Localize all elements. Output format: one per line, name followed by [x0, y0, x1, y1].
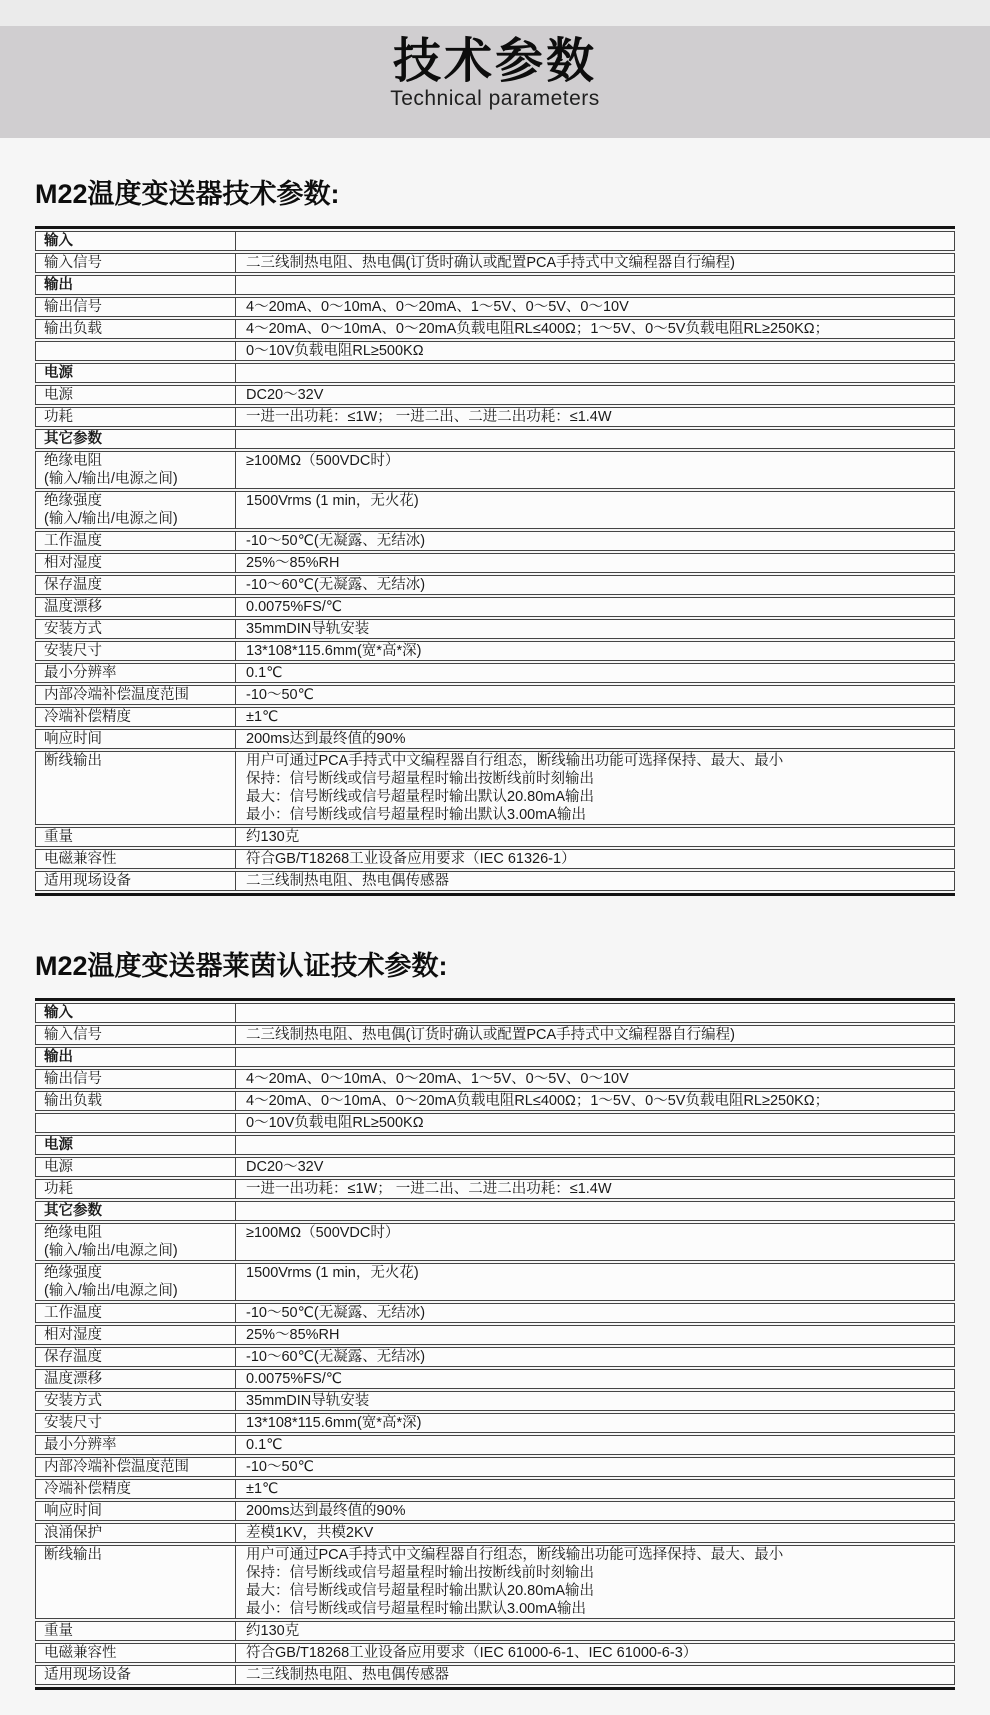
param-value-line: 二三线制热电阻、热电偶(订货时确认或配置PCA手持式中文编程器自行编程) — [246, 255, 735, 271]
param-label — [35, 1545, 236, 1619]
param-label-line: 其它参数 — [44, 1203, 102, 1219]
param-label — [35, 1435, 236, 1455]
section-row — [35, 1201, 955, 1221]
table-row — [35, 451, 955, 489]
param-value — [236, 1325, 955, 1345]
param-label-line: 温度漂移 — [44, 599, 102, 615]
param-label — [35, 1501, 236, 1521]
param-value — [236, 531, 955, 551]
param-label-line: 电源 — [44, 387, 73, 403]
table-row — [35, 827, 955, 847]
param-value-line: 35mmDIN导轨安装 — [246, 621, 370, 637]
param-value — [236, 849, 955, 869]
param-label — [35, 1665, 236, 1685]
param-value-line: 二三线制热电阻、热电偶传感器 — [246, 1667, 449, 1683]
table-row — [35, 1303, 955, 1323]
param-label-line: 输出负载 — [44, 1093, 102, 1109]
param-label-line: 绝缘强度 — [44, 493, 102, 509]
param-value-line: 最大：信号断线或信号超量程时输出默认20.80mA输出 — [246, 1583, 595, 1599]
param-value-line: 最小：信号断线或信号超量程时输出默认3.00mA输出 — [246, 807, 586, 823]
param-label — [35, 707, 236, 727]
param-label-line: 相对湿度 — [44, 1327, 102, 1343]
param-value — [236, 1223, 955, 1261]
param-value-line: 符合GB/T18268工业设备应用要求（IEC 61326-1） — [246, 851, 576, 867]
param-value-line: 4～20mA、0～10mA、0～20mA负载电阻RL≤400Ω；1～5V、0～5V负载电阻RL≥250KΩ； — [246, 1093, 830, 1109]
table-row — [35, 297, 955, 317]
param-value-line: 4～20mA、0～10mA、0～20mA负载电阻RL≤400Ω；1～5V、0～5V负载电阻RL≥250KΩ； — [246, 321, 830, 337]
section-heading: M22温度变送器莱茵认证技术参数: — [35, 951, 448, 981]
param-value — [236, 597, 955, 617]
table-row — [35, 407, 955, 427]
param-value — [236, 827, 955, 847]
param-label-line: 响应时间 — [44, 1503, 102, 1519]
param-value-line: 13*108*115.6mm(宽*高*深) — [246, 643, 422, 659]
param-label — [35, 751, 236, 825]
param-value-line: 0.0075%FS/℃ — [246, 1371, 343, 1387]
param-value-line: 约130克 — [246, 829, 300, 845]
param-value — [236, 1157, 955, 1177]
table-row — [35, 871, 955, 891]
param-value — [236, 1369, 955, 1389]
table-row — [35, 1325, 955, 1345]
param-label-line: 冷端补偿精度 — [44, 709, 131, 725]
param-value — [236, 451, 955, 489]
param-value-line: 一进一出功耗：≤1W； 一进二出、二进二出功耗：≤1.4W — [246, 409, 612, 425]
param-value — [236, 275, 955, 295]
table-row — [35, 1457, 955, 1477]
top-strip — [0, 0, 990, 26]
param-label-line: 功耗 — [44, 409, 73, 425]
param-value-line: 用户可通过PCA手持式中文编程器自行组态，断线输出功能可选择保持、最大、最小 — [246, 1547, 784, 1563]
table-row — [35, 1157, 955, 1177]
param-label-line: 功耗 — [44, 1181, 73, 1197]
param-value-line: 1500Vrms (1 min，无火花) — [246, 493, 419, 509]
spec-table — [35, 226, 955, 896]
table-row — [35, 1501, 955, 1521]
param-value — [236, 1135, 955, 1155]
section-row — [35, 1135, 955, 1155]
param-value — [236, 619, 955, 639]
table-row — [35, 751, 955, 825]
section-heading: M22温度变送器技术参数: — [35, 179, 340, 209]
table-row — [35, 619, 955, 639]
param-value-line: 4～20mA、0～10mA、0～20mA、1～5V、0～5V、0～10V — [246, 1071, 629, 1087]
param-label-line: (输入/输出/电源之间) — [44, 1243, 178, 1259]
param-value — [236, 1643, 955, 1663]
param-label — [35, 1091, 236, 1111]
param-label-line: 输出负载 — [44, 321, 102, 337]
param-value — [236, 1523, 955, 1543]
param-value — [236, 1025, 955, 1045]
param-value-line: DC20～32V — [246, 1159, 324, 1175]
param-value — [236, 1621, 955, 1641]
table-row — [35, 849, 955, 869]
param-label-line: 绝缘电阻 — [44, 1225, 102, 1241]
param-label — [35, 1479, 236, 1499]
param-label-line: 工作温度 — [44, 533, 102, 549]
param-label-line: 电源 — [44, 1137, 73, 1153]
param-label-line: 适用现场设备 — [44, 1667, 131, 1683]
section-row — [35, 1047, 955, 1067]
spec-section-rheinland — [35, 950, 955, 1690]
table-row — [35, 1179, 955, 1199]
param-value — [236, 685, 955, 705]
param-label-line: 绝缘电阻 — [44, 453, 102, 469]
param-value-line: 0～10V负载电阻RL≥500KΩ — [246, 1115, 424, 1131]
param-value-line: 二三线制热电阻、热电偶传感器 — [246, 873, 449, 889]
table-row — [35, 1479, 955, 1499]
param-value — [236, 253, 955, 273]
table-row — [35, 1113, 955, 1133]
param-label — [35, 1201, 236, 1221]
param-label — [35, 641, 236, 661]
param-value — [236, 491, 955, 529]
param-value — [236, 641, 955, 661]
table-row — [35, 1413, 955, 1433]
param-label-line: 输入 — [44, 1005, 73, 1021]
param-label-line: 重量 — [44, 829, 73, 845]
table-row — [35, 597, 955, 617]
param-value-line: 25%～85%RH — [246, 1327, 340, 1343]
param-label-line: 断线输出 — [44, 753, 102, 769]
table-row — [35, 341, 955, 361]
param-label — [35, 1003, 236, 1023]
param-label-line: 保存温度 — [44, 1349, 102, 1365]
param-value — [236, 1479, 955, 1499]
param-value-line: 一进一出功耗：≤1W； 一进二出、二进二出功耗：≤1.4W — [246, 1181, 612, 1197]
table-row — [35, 1369, 955, 1389]
param-value-line: 保持：信号断线或信号超量程时输出按断线前时刻输出 — [246, 771, 594, 787]
param-value — [236, 1391, 955, 1411]
param-value-line: ≥100MΩ（500VDC时） — [246, 1225, 400, 1241]
param-value-line: 1500Vrms (1 min，无火花) — [246, 1265, 419, 1281]
param-label-line: 响应时间 — [44, 731, 102, 747]
param-label — [35, 385, 236, 405]
param-value-line: -10～50℃(无凝露、无结冰) — [246, 1305, 426, 1321]
param-value — [236, 1457, 955, 1477]
param-label-line: (输入/输出/电源之间) — [44, 1283, 178, 1299]
param-label — [35, 1523, 236, 1543]
param-label — [35, 1643, 236, 1663]
param-label — [35, 849, 236, 869]
param-label — [35, 1303, 236, 1323]
param-value — [236, 1501, 955, 1521]
param-value — [236, 297, 955, 317]
param-label — [35, 553, 236, 573]
param-label-line: (输入/输出/电源之间) — [44, 511, 178, 527]
param-value — [236, 1201, 955, 1221]
param-label — [35, 253, 236, 273]
document-body — [0, 178, 990, 1690]
table-row — [35, 385, 955, 405]
table-row — [35, 685, 955, 705]
param-label — [35, 597, 236, 617]
section-row — [35, 275, 955, 295]
spec-section-standard — [35, 178, 955, 896]
table-row — [35, 575, 955, 595]
param-label — [35, 531, 236, 551]
param-value-line: 200ms达到最终值的90% — [246, 1503, 406, 1519]
param-label-line: (输入/输出/电源之间) — [44, 471, 178, 487]
table-row — [35, 663, 955, 683]
param-value-line: 4～20mA、0～10mA、0～20mA、1～5V、0～5V、0～10V — [246, 299, 629, 315]
table-row — [35, 1391, 955, 1411]
param-label-line: 输出信号 — [44, 1071, 102, 1087]
param-label — [35, 827, 236, 847]
param-value — [236, 385, 955, 405]
param-label-line: 最小分辨率 — [44, 665, 117, 681]
param-label — [35, 1069, 236, 1089]
param-value-line: 差模1KV，共模2KV — [246, 1525, 374, 1541]
param-label-line: 相对湿度 — [44, 555, 102, 571]
param-label — [35, 1621, 236, 1641]
param-value — [236, 1091, 955, 1111]
param-label-line: 断线输出 — [44, 1547, 102, 1563]
param-value-line: 最小：信号断线或信号超量程时输出默认3.00mA输出 — [246, 1601, 586, 1617]
table-row — [35, 641, 955, 661]
param-value-line: ±1℃ — [246, 709, 279, 725]
param-label-line: 输入信号 — [44, 1027, 102, 1043]
param-value — [236, 429, 955, 449]
param-value — [236, 341, 955, 361]
param-value — [236, 1665, 955, 1685]
param-value-line: 用户可通过PCA手持式中文编程器自行组态，断线输出功能可选择保持、最大、最小 — [246, 753, 784, 769]
section-row — [35, 231, 955, 251]
table-row — [35, 1263, 955, 1301]
param-label — [35, 685, 236, 705]
param-label-line: 适用现场设备 — [44, 873, 131, 889]
table-row — [35, 1523, 955, 1543]
table-row — [35, 1665, 955, 1685]
param-label-line: 绝缘强度 — [44, 1265, 102, 1281]
param-label-line: 内部冷端补偿温度范围 — [44, 1459, 189, 1475]
table-row — [35, 1069, 955, 1089]
param-label — [35, 297, 236, 317]
param-label-line: 温度漂移 — [44, 1371, 102, 1387]
param-label — [35, 1369, 236, 1389]
param-label — [35, 1157, 236, 1177]
table-row — [35, 1545, 955, 1619]
param-label — [35, 663, 236, 683]
param-value — [236, 1003, 955, 1023]
param-label-line: 浪涌保护 — [44, 1525, 102, 1541]
param-label-line: 电磁兼容性 — [44, 851, 117, 867]
param-value — [236, 553, 955, 573]
param-label — [35, 619, 236, 639]
param-label — [35, 1179, 236, 1199]
param-value — [236, 1303, 955, 1323]
param-label-line: 安装方式 — [44, 1393, 102, 1409]
spec-table — [35, 998, 955, 1690]
param-value-line: -10～60℃(无凝露、无结冰) — [246, 1349, 426, 1365]
param-value — [236, 1113, 955, 1133]
table-row — [35, 491, 955, 529]
param-value-line: 保持：信号断线或信号超量程时输出按断线前时刻输出 — [246, 1565, 594, 1581]
table-row — [35, 553, 955, 573]
param-value — [236, 1069, 955, 1089]
param-value — [236, 1545, 955, 1619]
param-value-line: -10～50℃ — [246, 1459, 314, 1475]
param-label — [35, 575, 236, 595]
param-value-line: -10～50℃ — [246, 687, 314, 703]
param-value-line: -10～50℃(无凝露、无结冰) — [246, 533, 426, 549]
param-value — [236, 319, 955, 339]
param-value — [236, 1347, 955, 1367]
param-label — [35, 429, 236, 449]
section-row — [35, 1003, 955, 1023]
param-label-line: 重量 — [44, 1623, 73, 1639]
param-value — [236, 407, 955, 427]
param-label — [35, 231, 236, 251]
param-label-line: 电源 — [44, 365, 73, 381]
param-value-line: 0～10V负载电阻RL≥500KΩ — [246, 343, 424, 359]
param-label — [35, 729, 236, 749]
param-value — [236, 1179, 955, 1199]
param-label — [35, 275, 236, 295]
param-label — [35, 491, 236, 529]
table-row — [35, 1223, 955, 1261]
param-value — [236, 1047, 955, 1067]
param-value-line: 13*108*115.6mm(宽*高*深) — [246, 1415, 422, 1431]
param-label-line: 工作温度 — [44, 1305, 102, 1321]
param-value — [236, 575, 955, 595]
param-label-line: 内部冷端补偿温度范围 — [44, 687, 189, 703]
param-label-line: 输出 — [44, 277, 73, 293]
section-row — [35, 429, 955, 449]
param-value-line: 约130克 — [246, 1623, 300, 1639]
param-value-line: 二三线制热电阻、热电偶(订货时确认或配置PCA手持式中文编程器自行编程) — [246, 1027, 735, 1043]
param-label-line: 输出信号 — [44, 299, 102, 315]
param-value-line: 符合GB/T18268工业设备应用要求（IEC 61000-6-1、IEC 61000-6-3） — [246, 1645, 698, 1661]
param-label-line: 电源 — [44, 1159, 73, 1175]
param-label-line: 安装尺寸 — [44, 643, 102, 659]
param-label — [35, 1391, 236, 1411]
param-label — [35, 1025, 236, 1045]
param-label — [35, 1113, 236, 1133]
param-label — [35, 1325, 236, 1345]
param-label-line: 其它参数 — [44, 431, 102, 447]
param-label-line: 电磁兼容性 — [44, 1645, 117, 1661]
param-value — [236, 751, 955, 825]
table-row — [35, 729, 955, 749]
param-label-line: 输出 — [44, 1049, 73, 1065]
page-banner — [0, 26, 990, 138]
param-label — [35, 407, 236, 427]
table-row — [35, 1643, 955, 1663]
param-label — [35, 1263, 236, 1301]
table-row — [35, 1025, 955, 1045]
param-label-line: 最小分辨率 — [44, 1437, 117, 1453]
param-label — [35, 1047, 236, 1067]
param-label — [35, 871, 236, 891]
param-value-line: ≥100MΩ（500VDC时） — [246, 453, 400, 469]
param-label-line: 安装尺寸 — [44, 1415, 102, 1431]
param-label — [35, 319, 236, 339]
table-row — [35, 253, 955, 273]
table-row — [35, 1091, 955, 1111]
param-value-line: 35mmDIN导轨安装 — [246, 1393, 370, 1409]
table-row — [35, 1347, 955, 1367]
param-label-line: 输入信号 — [44, 255, 102, 271]
param-value-line: ±1℃ — [246, 1481, 279, 1497]
section-row — [35, 363, 955, 383]
param-label — [35, 1457, 236, 1477]
page-title: 技术参数 — [392, 35, 597, 88]
param-value — [236, 363, 955, 383]
param-label — [35, 1347, 236, 1367]
param-value — [236, 663, 955, 683]
param-value-line: 0.1℃ — [246, 665, 283, 681]
table-row — [35, 1621, 955, 1641]
table-row — [35, 531, 955, 551]
table-row — [35, 319, 955, 339]
param-value-line: 200ms达到最终值的90% — [246, 731, 406, 747]
param-value-line: 0.1℃ — [246, 1437, 283, 1453]
param-value — [236, 1263, 955, 1301]
param-label — [35, 1413, 236, 1433]
param-label-line: 输入 — [44, 233, 73, 249]
page-subtitle: Technical parameters — [390, 87, 600, 110]
param-label — [35, 1223, 236, 1261]
table-row — [35, 707, 955, 727]
param-value — [236, 1413, 955, 1433]
param-value — [236, 231, 955, 251]
param-value-line: 25%～85%RH — [246, 555, 340, 571]
param-label — [35, 363, 236, 383]
param-value — [236, 871, 955, 891]
param-value — [236, 707, 955, 727]
param-label — [35, 341, 236, 361]
table-row — [35, 1435, 955, 1455]
param-value-line: 0.0075%FS/℃ — [246, 599, 343, 615]
param-value-line: -10～60℃(无凝露、无结冰) — [246, 577, 426, 593]
param-value — [236, 729, 955, 749]
param-value — [236, 1435, 955, 1455]
param-value-line: DC20～32V — [246, 387, 324, 403]
param-label — [35, 451, 236, 489]
param-label-line: 冷端补偿精度 — [44, 1481, 131, 1497]
param-label-line: 保存温度 — [44, 577, 102, 593]
param-label — [35, 1135, 236, 1155]
param-value-line: 最大：信号断线或信号超量程时输出默认20.80mA输出 — [246, 789, 595, 805]
param-label-line: 安装方式 — [44, 621, 102, 637]
